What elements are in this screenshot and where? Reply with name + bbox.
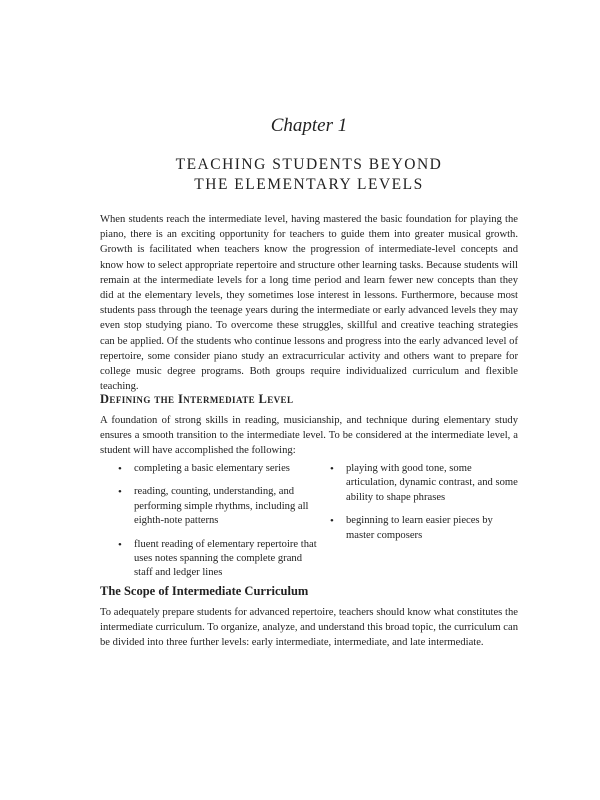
bullet-list-right	[330, 462, 520, 552]
list-item: • completing a basic elementary series	[118, 462, 318, 476]
section-heading-scope: The Scope of Intermediate Curriculum	[100, 584, 309, 598]
list-item: • beginning to learn easier pieces by master composers	[330, 514, 520, 543]
section2-paragraph: To adequately prepare students for advanced repertoire, teachers should know what constitutes the intermediate curriculum. To organize, analyze, and understand this broad topic, the curriculum can be divided into three further levels: early intermediate, intermediate, and late intermediate.	[100, 607, 518, 649]
list-item: • reading, counting, understanding, and performing simple rhythms, including all eighth-note patterns	[118, 485, 318, 528]
bullet-list-left	[118, 462, 318, 590]
chapter-title-line-2: THE ELEMENTARY LEVELS	[194, 176, 424, 193]
list-item: • fluent reading of elementary repertoire that uses notes spanning the complete grand staff and ledger lines	[118, 538, 318, 581]
chapter-title-line-1: TEACHING STUDENTS BEYOND	[175, 156, 443, 173]
chapter-label: Chapter 1	[270, 115, 348, 136]
list-item: • playing with good tone, some articulation, dynamic contrast, and some ability to shape phrases	[330, 462, 520, 505]
section1-paragraph: A foundation of strong skills in reading, musicianship, and technique during elementary study ensures a smooth transition to the intermediate level. To be considered at the intermediate level, a student will have accomplished the following:	[100, 415, 518, 457]
section-heading-defining: Defining the Intermediate Level	[100, 392, 294, 406]
intro-paragraph: When students reach the intermediate level, having mastered the basic foundation for playing the piano, there is an exciting opportunity for teachers to guide them into greater musical growth. Growth is facilitated when teachers know the progression of intermediate-level concepts and know how to select appropriate repertoire and structure other learning tasks. Because students will remain at the intermediate levels for a long time period and learn fewer new concepts than they did at the elementary levels, they sometimes lose interest in lessons. Furthermore, because most students pass through the teenage years during the intermediate or early advanced levels they may even stop studying piano. To overcome these struggles, skillful and creative teaching strategies can be applied. Of the students who continue lessons and progress into the early advanced level of repertoire, some consider piano study an extracurricular activity and others want to prepare for college music degree programs. Both groups require individualized curriculum and flexible teaching.	[100, 214, 518, 393]
chapter-title	[100, 155, 518, 195]
